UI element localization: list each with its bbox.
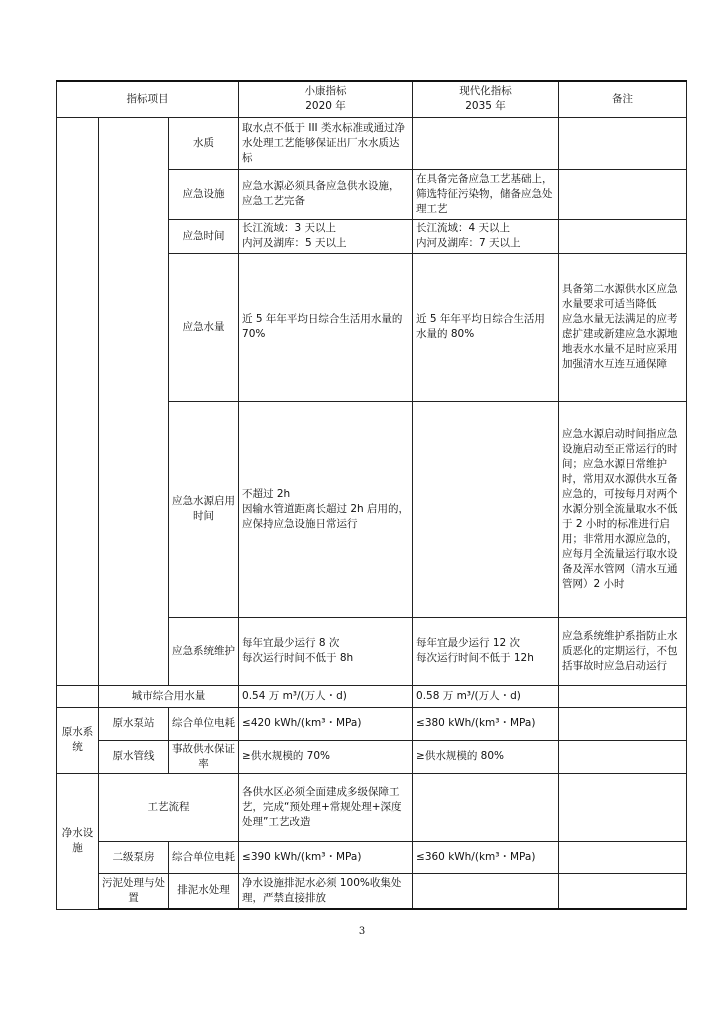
header-item: 指标项目 [57,81,239,117]
emergency-maintain-2020: 每年宜最少运行 8 次 每次运行时间不低于 8h [239,617,413,685]
raw-pipe-note [559,740,687,773]
raw-pump-2035: ≤380 kWh/(km³・MPa) [413,707,559,740]
label-emergency-start: 应急水源启用时间 [169,401,239,617]
sub-raw-pipe: 事故供水保证率 [169,740,239,773]
secondary-pump-2020: ≤390 kWh/(km³・MPa) [239,841,413,873]
water-quality-note [559,117,687,169]
city-water-2035: 0.58 万 m³/(万人・d) [413,685,559,707]
emergency-volume-2020: 近 5 年年平均日综合生活用水量的 70% [239,253,413,401]
process-note [559,773,687,841]
sub-sludge: 排泥水处理 [169,873,239,909]
city-water-2020: 0.54 万 m³/(万人・d) [239,685,413,707]
emergency-facility-note [559,169,687,219]
emergency-time-2020: 长江流域：3 天以上 内河及湖库：5 天以上 [239,219,413,253]
label-emergency-volume: 应急水量 [169,253,239,401]
water-quality-2035 [413,117,559,169]
group-purify: 净水设施 [57,773,99,909]
label-sludge: 污泥处理与处置 [99,873,169,909]
emergency-volume-2035: 近 5 年年平均日综合生活用水量的 80% [413,253,559,401]
label-emergency-facility: 应急设施 [169,169,239,219]
label-process: 工艺流程 [99,773,239,841]
secondary-pump-2035: ≤360 kWh/(km³・MPa) [413,841,559,873]
raw-pump-2020: ≤420 kWh/(km³・MPa) [239,707,413,740]
emergency-facility-2020: 应急水源必须具备应急供水设施，应急工艺完备 [239,169,413,219]
sub-raw-pump: 综合单位电耗 [169,707,239,740]
label-raw-pipe: 原水管线 [99,740,169,773]
label-city-water: 城市综合用水量 [99,685,239,707]
blank-city-group [57,685,99,707]
city-water-note [559,685,687,707]
emergency-start-note: 应急水源启动时间指应急设施启动至正常运行的时间；应急水源日常维护时，常用双水源供水互备应急的，可按每月对两个水源分别全流量取水不低于 2 小时的标准进行启用；非常用水源应急的，应每月全流量运行取水设备及浑水管网（清水互通管网）2 小时 [559,401,687,617]
blank-subgroup-cell [99,117,169,685]
label-emergency-maintain: 应急系统维护 [169,617,239,685]
label-secondary-pump: 二级泵房 [99,841,169,873]
secondary-pump-note [559,841,687,873]
emergency-time-note [559,219,687,253]
raw-pump-note [559,707,687,740]
sludge-note [559,873,687,909]
sludge-2020: 净水设施排泥水必须 100%收集处理，严禁直接排放 [239,873,413,909]
emergency-start-2020: 不超过 2h 因输水管道距离长超过 2h 启用的，应保持应急设施日常运行 [239,401,413,617]
header-modern: 现代化指标 2035 年 [413,81,559,117]
label-water-quality: 水质 [169,117,239,169]
page-number: 3 [358,926,366,937]
sludge-2035 [413,873,559,909]
blank-group-cell [57,117,99,685]
raw-pipe-2035: ≥供水规模的 80% [413,740,559,773]
emergency-time-2035: 长江流域：4 天以上 内河及湖库：7 天以上 [413,219,559,253]
process-2035 [413,773,559,841]
header-note: 备注 [559,81,687,117]
process-2020: 各供水区必须全面建成多级保障工艺，完成“预处理+常规处理+深度处理”工艺改造 [239,773,413,841]
header-xiaokang: 小康指标 2020 年 [239,81,413,117]
emergency-maintain-2035: 每年宜最少运行 12 次 每次运行时间不低于 12h [413,617,559,685]
label-emergency-time: 应急时间 [169,219,239,253]
emergency-volume-note: 具备第二水源供水区应急水量要求可适当降低 应急水量无法满足的应考虑扩建或新建应急水源地 地表水水量不足时应采用加强清水互连互通保障 [559,253,687,401]
emergency-maintain-note: 应急系统维护系指防止水质恶化的定期运行，不包括事故时应急启动运行 [559,617,687,685]
indicator-table [56,80,687,910]
emergency-facility-2035: 在具备完备应急工艺基础上，筛选特征污染物，储备应急处理工艺 [413,169,559,219]
water-quality-2020: 取水点不低于 III 类水标准或通过净水处理工艺能够保证出厂水水质达标 [239,117,413,169]
emergency-start-2035 [413,401,559,617]
group-raw-water: 原水系统 [57,707,99,773]
raw-pipe-2020: ≥供水规模的 70% [239,740,413,773]
sub-secondary-pump: 综合单位电耗 [169,841,239,873]
label-raw-pump: 原水泵站 [99,707,169,740]
